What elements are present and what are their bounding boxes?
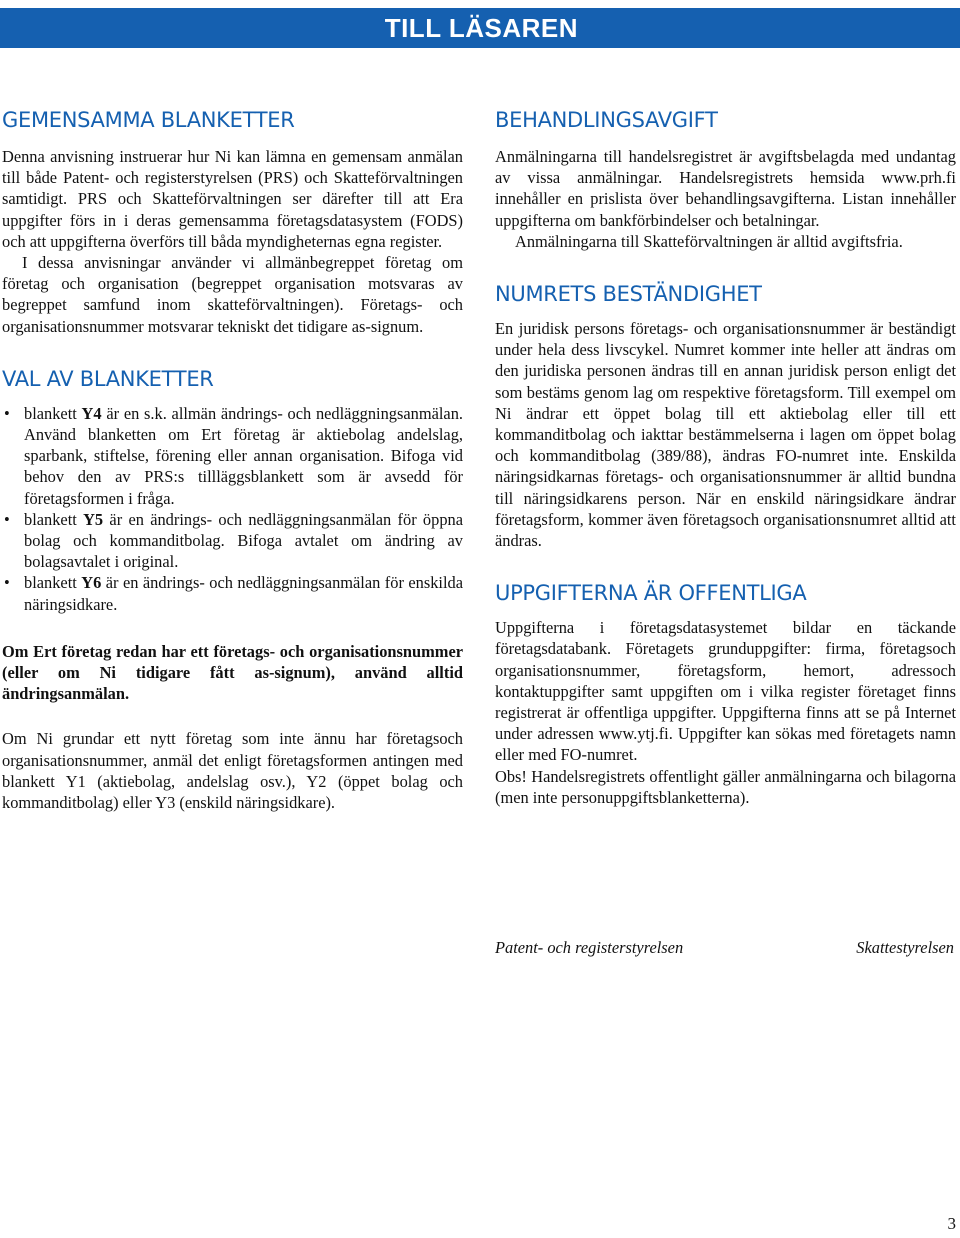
- bullet-icon: •: [4, 403, 10, 423]
- page-title: TILL LÄSAREN: [384, 13, 578, 43]
- list-item: • blankett Y5 är en ändrings- och nedläggningsanmälan för öppna bolag och kommanditbolag. Bifoga avtalet om ändring av bolagsavtalet i original.: [4, 509, 463, 572]
- footer-signature-prs: Patent- och registerstyrelsen: [495, 938, 684, 957]
- heading-numrets-bestandighet: NUMRETS BESTÄNDIGHET: [495, 282, 762, 307]
- heading-behandlingsavgift: BEHANDLINGSAVGIFT: [495, 108, 718, 132]
- footer-signature-skattestyrelsen: Skattestyrelsen: [856, 938, 954, 957]
- right-column: [495, 108, 956, 808]
- section-gemensamma-blanketter: [2, 108, 463, 337]
- paragraph-gemensamma-definitions: I dessa anvisningar använder vi allmänbegreppet företag om företag och organisation (begreppet organisation motsvaras av begreppet samfund inom skatteförvaltningen). Företags- och organisationsnummer motsvarar tekniskt det tidigare as-signum.: [2, 253, 463, 336]
- list-item: • blankett Y6 är en ändrings- och nedläggningsanmälan för enskilda näringsidkare.: [4, 573, 463, 614]
- paragraph-avgift: Anmälningarna till handelsregistret är avgiftsbelagda med undantag av vissa anmälningar. Handelsregistrets hemsida www.prh.fi innehåller en prislista över behandlingsavgifterna. Listan innehåller uppgifterna om bankförbindelser och betalningar.: [495, 147, 956, 230]
- bold-note: Om Ert företag redan har ett företags- och organisationsnummer (eller om Ni tidigare fått as-signum), använd alltid ändringsanmälan.: [2, 641, 463, 704]
- section-numrets-bestandighet: [495, 282, 956, 551]
- heading-val-av-blanketter: VAL AV BLANKETTER: [2, 366, 214, 391]
- section-val-av-blanketter: [2, 367, 463, 813]
- heading-uppgifterna-offentliga: UPPGIFTERNA ÄR OFFENTLIGA: [495, 581, 807, 606]
- blankett-code: Y4: [81, 403, 102, 423]
- list-item: • blankett Y4 är en s.k. allmän ändrings- och nedläggningsanmälan. Använd blanketten om Ert företag är aktiebolag andelslag, sparbank, stiftelse, förening eller annan organisation. Bifoga vid behov den av PRS:s tillläggsblankett som är avsedd för företagsformen i fråga.: [4, 403, 463, 508]
- bullet-icon: •: [4, 573, 10, 593]
- bullet-icon: •: [4, 509, 10, 529]
- blankett-list: [2, 403, 463, 615]
- section-behandlingsavgift: [495, 108, 956, 252]
- blankett-code: Y5: [83, 509, 104, 529]
- paragraph-numret: En juridisk persons företags- och organisationsnummer är beständigt under hela dess livscykel. Numret kommer inte heller att ändras om den juridiska personen ändras till en annan juridisk person enligt det som bestäms genom lag om respektive företagsform. Till exempel om Ni ändrar ett öppet bolag till ett aktiebolag eller till ett kommanditbolag och iakttar bestämmelserna i lagen om öppet bolag och kommanditbolag (389/88), ändras FO-numret inte. Enskilda näringsidkarnas företags- och organisationsnummer är alltid bundna till näringsidkarens person. När en enskild näringsidkare ändrar företagsform, kommer även företagsoch organisationsnumret alltid att ändras.: [495, 319, 956, 551]
- heading-gemensamma-blanketter: GEMENSAMMA BLANKETTER: [2, 108, 295, 132]
- blankett-code: Y6: [81, 573, 102, 593]
- paragraph-avgift-skatt: Anmälningarna till Skatteförvaltningen är alltid avgiftsfria.: [515, 231, 903, 251]
- paragraph-new-company: Om Ni grundar ett nytt företag som inte ännu har företagsoch organisationsnummer, anmäl det enligt företagsformen antingen med blankett Y1 (aktiebolag, andelslag osv.), Y2 (öppet bolag och kommanditbolag) eller Y3 (enskild näringsidkare).: [2, 729, 463, 813]
- section-uppgifterna-offentliga: [495, 581, 956, 808]
- left-column: [2, 108, 463, 813]
- paragraph-gemensamma-intro: Denna anvisning instruerar hur Ni kan lämna en gemensam anmälan till både Patent- och registerstyrelsen (PRS) och Skatteförvaltningen samtidigt. PRS och Skatteförvaltningen ser därefter till att Era uppgifter förs in i deras gemensamma företagsdatasystem (FODS) och att uppgifterna överförs till båda myndigheternas egna register.: [2, 147, 463, 251]
- page-number: 3: [947, 1214, 956, 1233]
- paragraph-offentliga: Uppgifterna i företagsdatasystemet bildar en täckande företagsdatabank. Företagets grunduppgifter: firma, företagsoch organisationsnummer, företagsform, hemort, adressoch kontaktuppgifter samt uppgiften om i vilka register företaget finns registrerat är offentliga uppgifter. Uppgifterna finns att se på Internet under adressen www.ytj.fi. Uppgifter kan sökas med företagets namn eller med FO-numret.: [495, 618, 956, 765]
- paragraph-obs: Obs! Handelsregistrets offentlight gäller anmälningarna och bilagorna (men inte personuppgiftsblanketterna).: [495, 766, 956, 807]
